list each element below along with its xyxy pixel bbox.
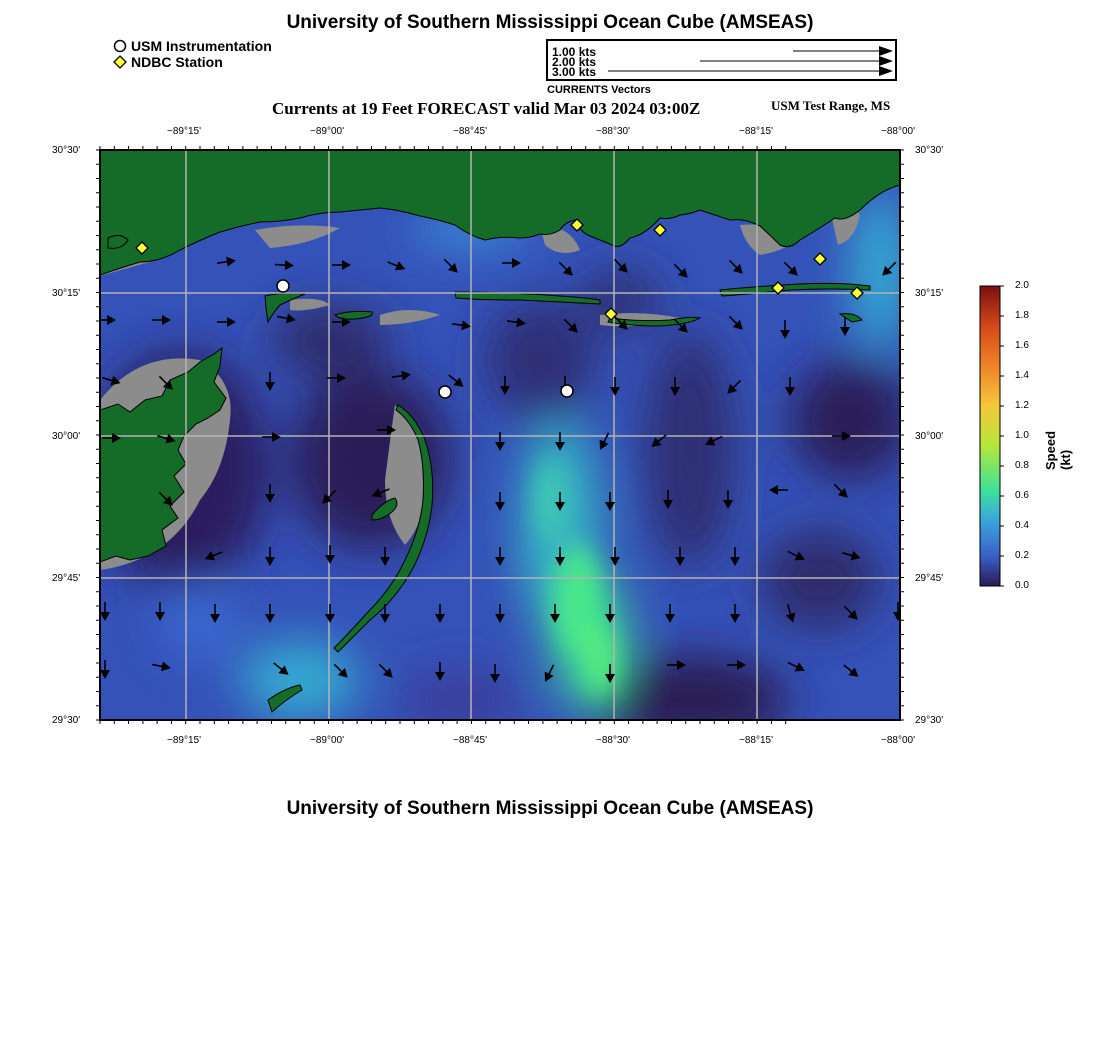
vector-scale-label-2: 2.00 kts	[552, 55, 597, 69]
x-tick-bottom: −89°00'	[310, 735, 344, 746]
colorbar-title: Speed (kt)	[1043, 430, 1073, 470]
usm-station-marker[interactable]	[561, 385, 573, 397]
x-tick-bottom: −88°45'	[453, 735, 487, 746]
y-tick-left: 30°30'	[52, 145, 81, 156]
y-tick-left: 29°45'	[52, 573, 81, 584]
map-area	[90, 150, 910, 745]
page-title: University of Southern Mississippi Ocean Cube (AMSEAS)	[286, 12, 814, 33]
x-tick-top: −88°15'	[739, 126, 773, 137]
colorbar-tick: 1.4	[1015, 370, 1029, 381]
vector-scale-label-3: 3.00 kts	[552, 65, 597, 79]
colorbar-tick: 0.8	[1015, 460, 1029, 471]
colorbar-tick: 1.2	[1015, 400, 1029, 411]
x-tick-top: −89°00'	[310, 126, 344, 137]
x-tick-top: −88°30'	[596, 126, 630, 137]
colorbar-tick: 0.2	[1015, 550, 1029, 561]
vector-scale-caption: CURRENTS Vectors	[547, 84, 651, 96]
x-tick-top: −88°00'	[881, 126, 915, 137]
x-tick-bottom: −89°15'	[167, 735, 201, 746]
y-tick-left: 30°15'	[52, 288, 81, 299]
usm-station-marker[interactable]	[277, 280, 289, 292]
y-tick-right: 29°45'	[915, 573, 944, 584]
footer-title: University of Southern Mississippi Ocean Cube (AMSEAS)	[286, 798, 814, 819]
colorbar	[975, 282, 1015, 592]
vector-scale-label-1: 1.00 kts	[552, 45, 597, 59]
colorbar-tick: 2.0	[1015, 280, 1029, 291]
legend-ndbc-label: NDBC Station	[131, 54, 223, 70]
map-subtitle: Currents at 19 Feet FORECAST valid Mar 03 2024 03:00Z	[272, 99, 701, 118]
colorbar-gradient	[980, 286, 1000, 586]
colorbar-tick: 0.6	[1015, 490, 1029, 501]
usm-station-marker[interactable]	[439, 386, 451, 398]
x-tick-bottom: −88°15'	[739, 735, 773, 746]
x-tick-top: −89°15'	[167, 126, 201, 137]
colorbar-tick: 1.6	[1015, 340, 1029, 351]
colorbar-tick: 0.0	[1015, 580, 1029, 591]
y-tick-right: 30°00'	[915, 431, 944, 442]
colorbar-tick: 1.8	[1015, 310, 1029, 321]
x-tick-top: −88°45'	[453, 126, 487, 137]
legend-instrumentation-label: USM Instrumentation	[131, 38, 272, 54]
y-tick-right: 29°30'	[915, 715, 944, 726]
range-label: USM Test Range, MS	[771, 98, 891, 113]
x-tick-bottom: −88°30'	[596, 735, 630, 746]
y-tick-right: 30°15'	[915, 288, 944, 299]
y-tick-left: 29°30'	[52, 715, 81, 726]
colorbar-tick: 0.4	[1015, 520, 1029, 531]
y-tick-left: 30°00'	[52, 431, 81, 442]
y-tick-right: 30°30'	[915, 145, 944, 156]
x-tick-bottom: −88°00'	[881, 735, 915, 746]
colorbar-tick: 1.0	[1015, 430, 1029, 441]
